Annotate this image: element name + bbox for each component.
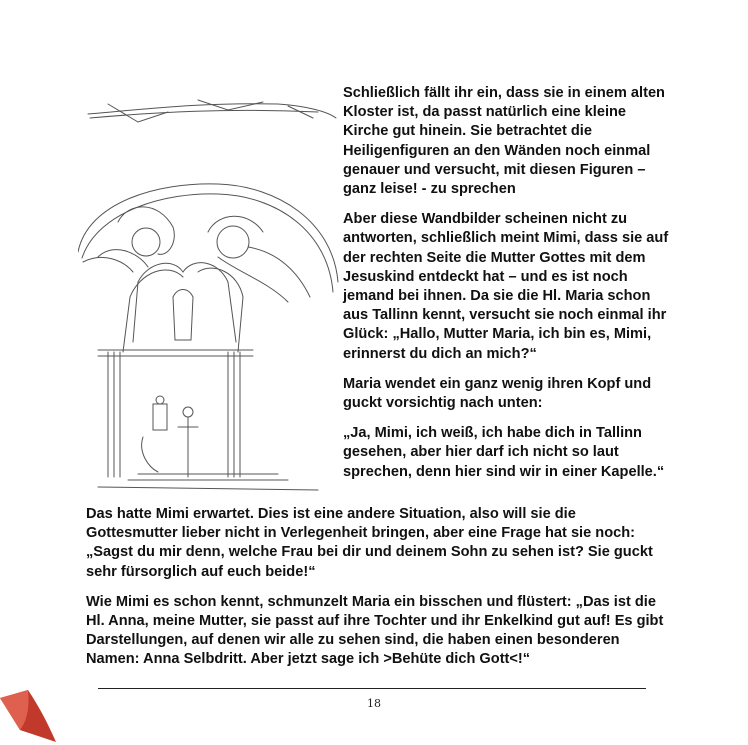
- paragraph: Schließlich fällt ihr ein, dass sie in einem alten Kloster ist, da passt natürlich eine kleine Kirche gut hinein. Sie betrachtet die Heiligenfiguren an den Wänden noch einmal genauer und versucht, mit diesen Figuren – ganz leise! - zu sprechen: [343, 85, 665, 198]
- paragraph: Wie Mimi es schon kennt, schmunzelt Maria ein bisschen und flüstert: „Das ist die Hl. Anna, meine Mutter, sie passt auf ihre Tochter und ihr Enkelkind gut auf! Es gibt Darstellungen, auf denen wir alle zu sehen sind, die haben einen besonderen Namen: Anna Selbdritt. Aber jetzt sage ich >Behüte dich Gott<!“: [86, 593, 664, 668]
- text-full-width: [86, 505, 666, 681]
- page-curl-icon: [0, 690, 60, 745]
- paragraph: Maria wendet ein ganz wenig ihren Kopf und guckt vorsichtig nach unten:: [343, 375, 652, 412]
- text-column-right: [343, 84, 673, 493]
- paragraph: „Ja, Mimi, ich weiß, ich habe dich in Tallinn gesehen, aber hier darf ich nicht so laut sprechen, denn hier sind wir in einer Kapelle.“: [343, 425, 665, 480]
- paragraph: Das hatte Mimi erwartet. Dies ist eine andere Situation, also will sie die Gottesmutter lieber nicht in Verlegenheit bringen, aber eine Frage hat sie noch: „Sagst du mir denn, welche Frau bei dir und deinem Sohn zu sehen ist? Sie guckt sehr fürsorglich auf euch beide!“: [86, 506, 653, 580]
- footer-divider: [98, 688, 646, 689]
- paragraph: Aber diese Wandbilder scheinen nicht zu antworten, schließlich meint Mimi, dass sie auf der rechten Seite die Mutter Gottes mit dem Jesuskind entdeckt hat – und es ist noch jemand bei ihnen. Da sie die Hl. Maria schon aus Tallinn kennt, versucht sie noch einmal ihr Glück: „Hallo, Mutter Maria, ich bin es, Mimi, erinnerst du dich an mich?“: [343, 211, 669, 362]
- page-number: 18: [367, 697, 381, 710]
- chapel-sketch-illustration: [78, 82, 340, 502]
